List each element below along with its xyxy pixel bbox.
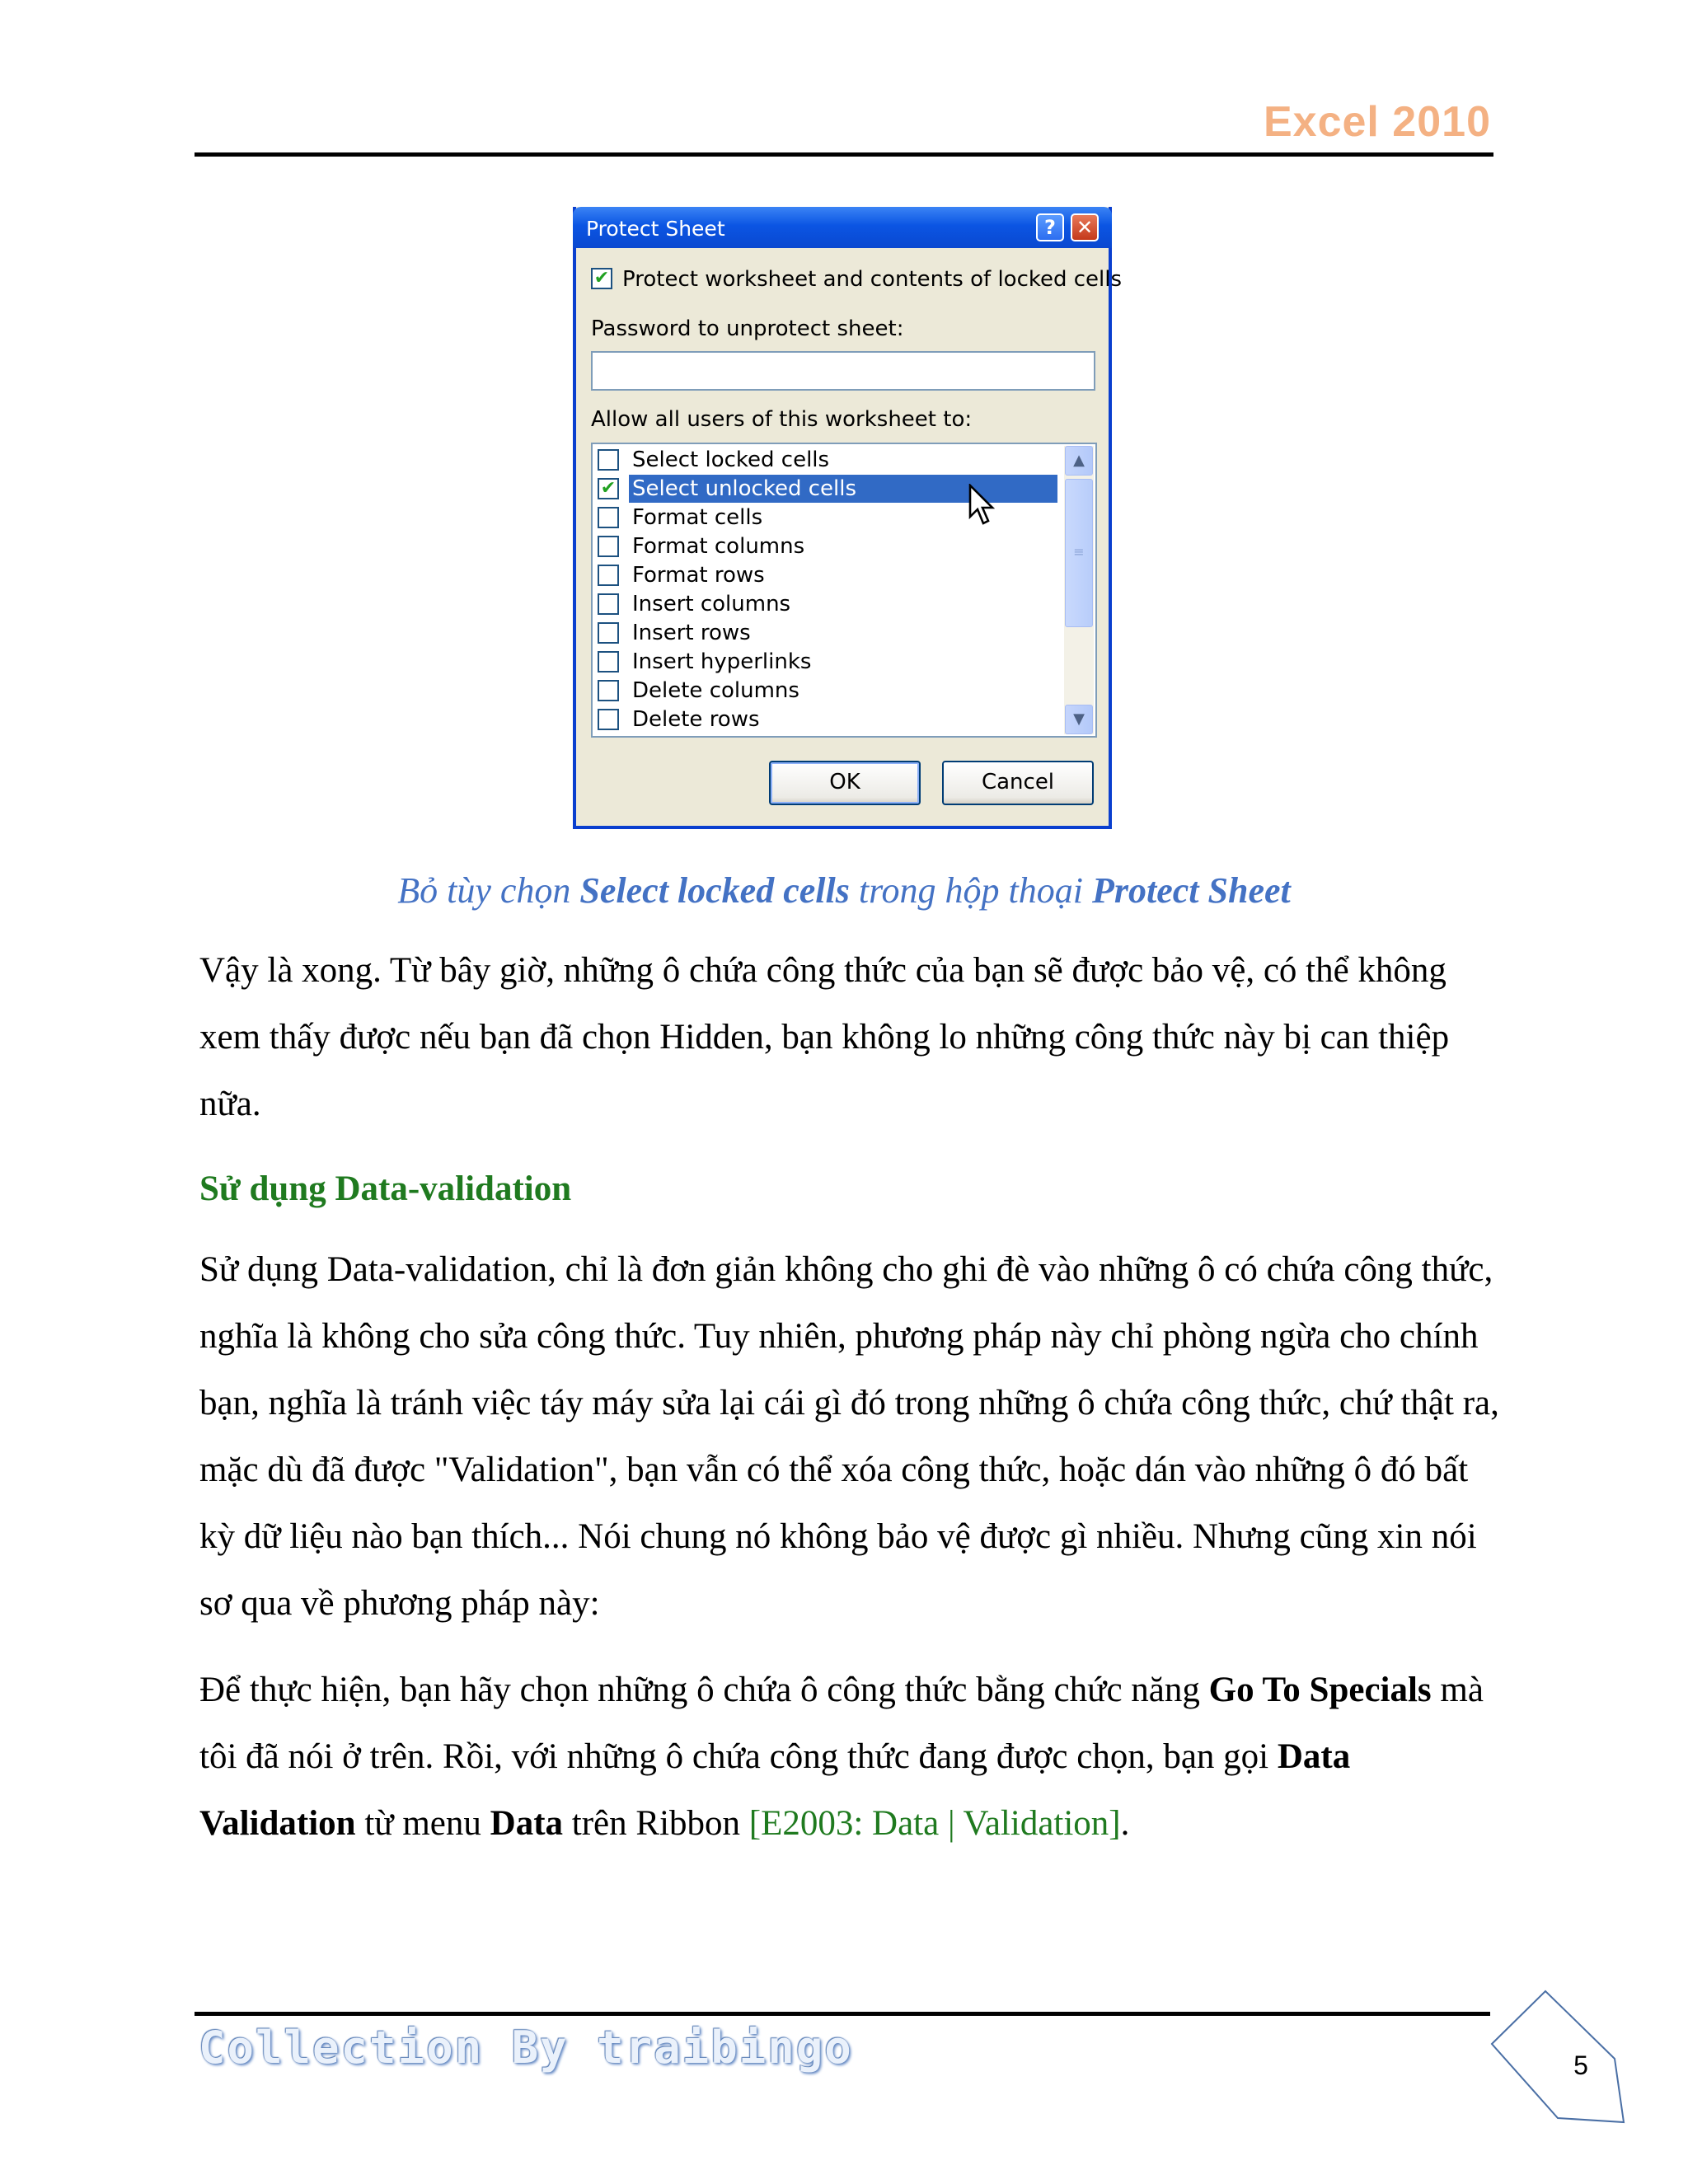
list-item[interactable] (596, 532, 1057, 560)
scroll-down-arrow-icon[interactable]: ▼ (1065, 705, 1093, 734)
password-label: Password to unprotect sheet: (591, 316, 904, 341)
protect-sheet-dialog (573, 207, 1123, 829)
list-item[interactable] (596, 677, 1057, 705)
protect-worksheet-checkbox[interactable]: ✔ (591, 268, 612, 289)
list-item[interactable] (596, 705, 1057, 733)
list-item-label: Select locked cells (632, 448, 830, 472)
list-item-checkbox[interactable]: ✔ (598, 478, 619, 499)
header-rule (195, 152, 1493, 157)
list-item-label: Select unlocked cells (629, 475, 1057, 503)
list-item-label: Format columns (632, 534, 805, 559)
protect-worksheet-label: Protect worksheet and contents of locked cells (622, 267, 1123, 292)
list-item[interactable] (596, 648, 1057, 676)
close-button[interactable]: ✕ (1071, 213, 1099, 241)
list-item-checkbox[interactable] (598, 593, 619, 615)
page-number-badge-icon (1487, 1986, 1627, 2126)
list-item-label: Insert hyperlinks (632, 649, 812, 674)
password-input[interactable] (591, 351, 1095, 391)
list-item-label: Format cells (632, 505, 763, 530)
list-item-checkbox[interactable] (598, 536, 619, 557)
list-item[interactable] (596, 619, 1057, 647)
footer-brand: Collection By traibingo (199, 2022, 853, 2074)
dialog-title: Protect Sheet (586, 217, 725, 241)
page-number: 5 (1573, 2050, 1588, 2080)
list-item-label: Delete columns (632, 678, 799, 703)
paragraph-1: Vậy là xong. Từ bây giờ, những ô chứa công thức của bạn sẽ được bảo vệ, có thể không xem thấy được nếu bạn đã chọn Hidden, bạn không lo những công thức này bị can thiệp nữa. (199, 951, 1450, 1123)
listbox-scrollbar[interactable] (1064, 446, 1094, 734)
list-item-checkbox[interactable] (598, 565, 619, 586)
paragraph-2: Sử dụng Data-validation, chỉ là đơn giản không cho ghi đè vào những ô có chứa công thức, nghĩa là không cho sửa công thức. Tuy nhiên, phương pháp này chỉ phòng ngừa cho chính bạn, nghĩa là tránh việc táy máy sửa lại cái gì đó trong những ô chứa công thức, chứ thật ra, mặc dù đã được "Validation", bạn vẫn có thể xóa công thức, hoặc dán vào những ô đó bất kỳ dữ liệu nào bạn thích... Nói chung nó không bảo vệ được gì nhiều. Nhưng cũng xin nói sơ qua về phương pháp này: (199, 1250, 1499, 1623)
help-button[interactable]: ? (1036, 213, 1064, 241)
list-item[interactable] (596, 446, 1057, 474)
list-item-checkbox[interactable] (598, 709, 619, 730)
dialog-titlebar[interactable] (573, 207, 1112, 248)
list-item-label: Delete rows (632, 707, 760, 732)
allow-users-label: Allow all users of this worksheet to: (591, 407, 973, 432)
figure-caption: Bỏ tùy chọn Select locked cells trong hộp thoại Protect Sheet (397, 870, 1291, 911)
ok-button[interactable]: OK (769, 761, 921, 805)
scroll-up-arrow-icon[interactable]: ▲ (1065, 446, 1093, 476)
mouse-cursor-icon (968, 484, 996, 527)
list-item-checkbox[interactable] (598, 680, 619, 701)
list-item-checkbox[interactable] (598, 507, 619, 528)
document-header-title: Excel 2010 (1263, 98, 1491, 146)
list-item-checkbox[interactable] (598, 622, 619, 644)
footer-rule (195, 2012, 1490, 2016)
list-item-label: Insert columns (632, 592, 791, 616)
permissions-listbox[interactable] (591, 443, 1097, 738)
list-item-label: Insert rows (632, 621, 751, 645)
section-heading: Sử dụng Data-validation (199, 1169, 572, 1208)
list-item-checkbox[interactable] (598, 449, 619, 471)
cancel-button[interactable]: Cancel (942, 761, 1094, 805)
list-item-label: Format rows (632, 563, 765, 588)
scroll-thumb[interactable]: ≡ (1065, 479, 1093, 627)
list-item[interactable] (596, 590, 1057, 618)
paragraph-3: Để thực hiện, bạn hãy chọn những ô chứa ô công thức bằng chức năng Go To Specials mà tôi đã nói ở trên. Rồi, với những ô chứa công thức đang được chọn, bạn gọi Data Validation từ menu Data trên Ribbon [E2003: Data | Validation]. (199, 1671, 1484, 1843)
list-item[interactable] (596, 561, 1057, 589)
list-item-checkbox[interactable] (598, 651, 619, 673)
